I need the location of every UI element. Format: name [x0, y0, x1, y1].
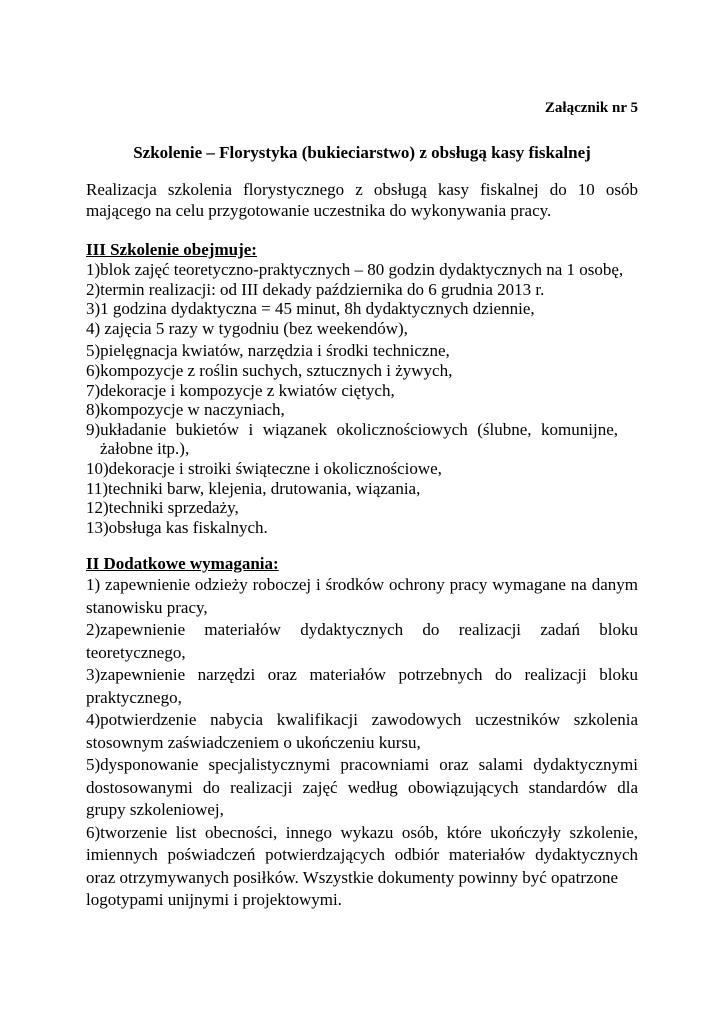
list-item-line: logotypami unijnymi i projektowymi. — [86, 890, 342, 909]
list-item-line: dostosowanymi do realizacji zajęć według obowiązujących standardów dla — [86, 777, 638, 797]
list-item: 4) zajęcia 5 razy w tygodniu (bez weekendów), — [86, 318, 408, 338]
list-item — [86, 420, 638, 459]
section-heading-additional-requirements: II Dodatkowe wymagania: — [86, 554, 279, 573]
list-item-line: 9)układanie bukietów i wiązanek okolicznościowych (ślubne, komunijne, — [86, 419, 618, 439]
list-item-line: 1) zapewnienie odzieży roboczej i środków ochrony pracy wymagane na danym — [86, 575, 638, 594]
intro-paragraph — [86, 179, 638, 221]
list-item: 13)obsługa kas fiskalnych. — [86, 517, 268, 537]
list-item-line: praktycznego, — [86, 687, 182, 707]
list-item: 2)termin realizacji: od III dekady października do 6 grudnia 2013 r. — [86, 279, 545, 299]
list-item-line: 3)zapewnienie narzędzi oraz materiałów potrzebnych do realizacji bloku — [86, 665, 638, 684]
list-item — [86, 574, 638, 619]
list-item-line: stanowisku pracy, — [86, 597, 208, 617]
list-item — [86, 664, 638, 709]
list-item — [86, 709, 638, 754]
list-item — [86, 619, 638, 664]
intro-line-2: mającego na celu przygotowanie uczestnika do wykonywania pracy. — [86, 201, 552, 220]
list-item: 6)kompozycje z roślin suchych, sztucznych i żywych, — [86, 360, 453, 380]
document-title: Szkolenie – Florystyka (bukieciarstwo) z obsługą kasy fiskalnej — [133, 143, 591, 162]
requirements-list — [86, 574, 638, 912]
list-item-line: 6)tworzenie list obecności, innego wykazu osób, które ukończyły szkolenie, — [86, 822, 638, 842]
list-item-line: grupy szkoleniowej, — [86, 800, 224, 819]
list-item: 3)1 godzina dydaktyczna = 45 minut, 8h dydaktycznych dziennie, — [86, 299, 535, 319]
list-item-line: 4)potwierdzenie nabycia kwalifikacji zawodowych uczestników szkolenia — [86, 710, 638, 729]
annex-label: Załącznik nr 5 — [544, 100, 638, 116]
list-item — [86, 822, 638, 912]
list-item-line: oraz otrzymywanych posiłków. Wszystkie dokumenty powinny być opatrzone — [86, 867, 619, 887]
list-item-line: 5)dysponowanie specjalistycznymi pracowniami oraz salami dydaktycznymi — [86, 755, 638, 774]
list-item-line: żałobne itp.), — [100, 439, 190, 459]
training-scope-list — [86, 260, 638, 537]
list-item: 10)dekoracje i stroiki świąteczne i okolicznościowe, — [86, 458, 442, 478]
list-item-line: teoretycznego, — [86, 642, 186, 662]
list-item: 5)pielęgnacja kwiatów, narzędzia i środki techniczne, — [86, 341, 450, 361]
list-item-line: stosownym zaświadczeniem o ukończeniu kursu, — [86, 732, 421, 752]
section-training-scope — [86, 240, 638, 537]
list-item: 12)techniki sprzedaży, — [86, 498, 239, 518]
list-item-line: 2)zapewnienie materiałów dydaktycznych do realizacji zadań bloku — [86, 620, 638, 639]
list-item: 8)kompozycje w naczyniach, — [86, 400, 285, 420]
intro-line-1: Realizacja szkolenia florystycznego z obsługą kasy fiskalnej do 10 osób — [86, 180, 638, 199]
list-item — [86, 754, 638, 822]
section-additional-requirements — [86, 554, 638, 912]
list-item: 1)blok zajęć teoretyczno-praktycznych – 80 godzin dydaktycznych na 1 osobę, — [86, 260, 624, 279]
section-heading-training-scope: III Szkolenie obejmuje: — [86, 240, 257, 259]
list-item: 7)dekoracje i kompozycje z kwiatów ciętych, — [86, 380, 395, 400]
list-item-line: imiennych poświadczeń potwierdzających odbiór materiałów dydaktycznych — [86, 845, 638, 864]
list-item: 11)techniki barw, klejenia, drutowania, wiązania, — [86, 478, 421, 498]
